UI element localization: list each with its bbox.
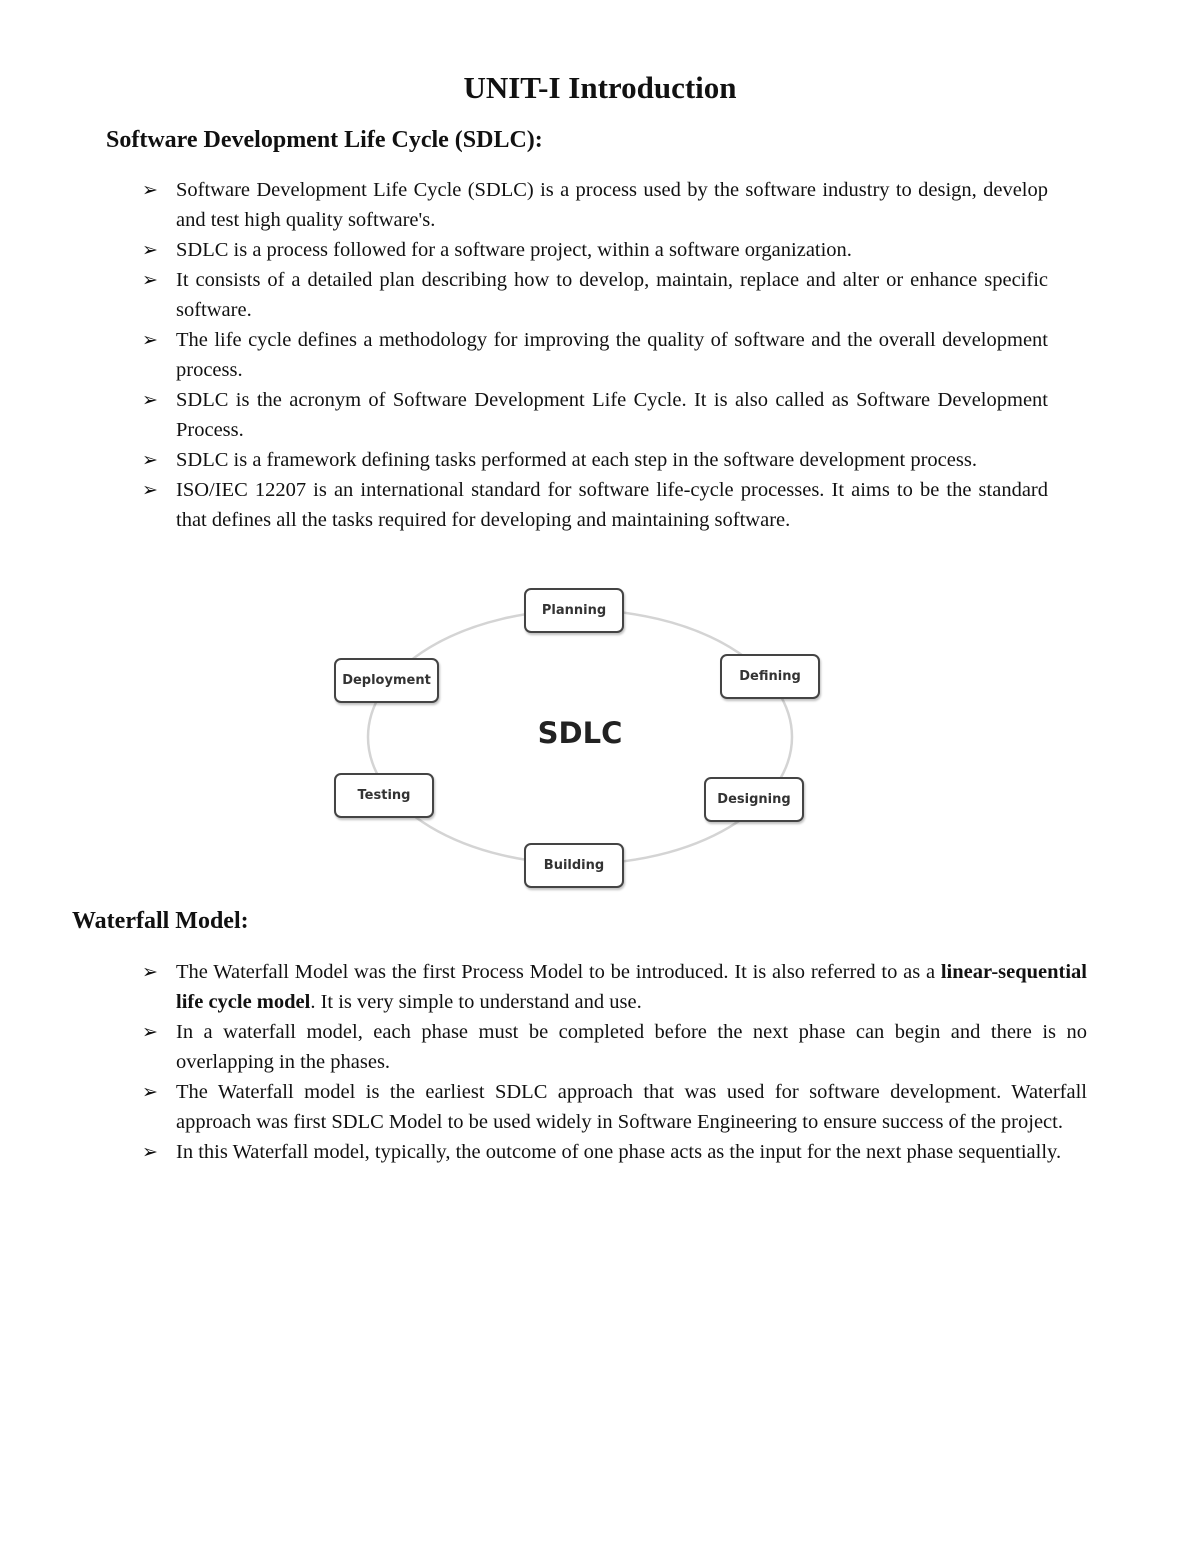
bullet-text: Software Development Life Cycle (SDLC) is a process used by the software industry to design, develop and test high quality software's.	[176, 179, 1048, 231]
list-item	[140, 265, 1048, 325]
bullet-text: SDLC is the acronym of Software Development Life Cycle. It is also called as Software Development Process.	[176, 389, 1048, 441]
bullet-text: In a waterfall model, each phase must be completed before the next phase can begin and there is no overlapping in the phases.	[176, 1021, 1087, 1073]
list-item	[140, 1017, 1087, 1077]
arrow-bullet-icon: ➢	[142, 1081, 158, 1103]
arrow-bullet-icon: ➢	[142, 1021, 158, 1043]
list-item	[140, 957, 1087, 1017]
phase-designing: Designing	[704, 777, 804, 822]
waterfall-bullet-list	[140, 957, 1087, 1167]
list-item	[140, 445, 1048, 475]
arrow-bullet-icon: ➢	[142, 479, 158, 501]
arrow-bullet-icon: ➢	[142, 239, 158, 261]
arrow-bullet-icon: ➢	[142, 1141, 158, 1163]
arrow-bullet-icon: ➢	[142, 329, 158, 351]
sdlc-heading: Software Development Life Cycle (SDLC):	[106, 127, 543, 153]
list-item	[140, 325, 1048, 385]
diagram-center-label: SDLC	[537, 716, 623, 750]
bullet-text-before: The Waterfall Model was the first Process Model to be introduced. It is also referred to as a	[176, 961, 941, 983]
bullet-text: In this Waterfall model, typically, the outcome of one phase acts as the input for the next phase sequentially.	[176, 1141, 1062, 1163]
arrow-bullet-icon: ➢	[142, 449, 158, 471]
list-item	[140, 1137, 1087, 1167]
arrow-bullet-icon: ➢	[142, 179, 158, 201]
arrow-bullet-icon: ➢	[142, 269, 158, 291]
bullet-text: SDLC is a framework defining tasks performed at each step in the software development process.	[176, 449, 977, 471]
phase-defining: Defining	[720, 654, 820, 699]
bullet-text: It consists of a detailed plan describing how to develop, maintain, replace and alter or enhance specific software.	[176, 269, 1048, 321]
arrow-bullet-icon: ➢	[142, 961, 158, 983]
bullet-text-after: . It is very simple to understand and use.	[310, 991, 642, 1013]
phase-deployment: Deployment	[334, 658, 439, 703]
list-item	[140, 175, 1048, 235]
list-item	[140, 235, 1048, 265]
arrow-bullet-icon: ➢	[142, 389, 158, 411]
list-item	[140, 1077, 1087, 1137]
bullet-text: ISO/IEC 12207 is an international standard for software life-cycle processes. It aims to be the standard that defines all the tasks required for developing and maintaining software.	[176, 479, 1048, 531]
bullet-text-bold: linear-sequential life cycle model	[176, 961, 1087, 1013]
phase-building: Building	[524, 843, 624, 888]
waterfall-heading: Waterfall Model:	[72, 908, 249, 934]
bullet-text: SDLC is a process followed for a software project, within a software organization.	[176, 239, 852, 261]
phase-testing: Testing	[334, 773, 434, 818]
sdlc-bullet-list	[140, 175, 1048, 535]
bullet-text: The Waterfall model is the earliest SDLC approach that was used for software development. Waterfall approach was first SDLC Model to be used widely in Software Engineering to ensure success of the project.	[176, 1081, 1087, 1133]
list-item	[140, 475, 1048, 535]
bullet-text: The life cycle defines a methodology for improving the quality of software and the overall development process.	[176, 329, 1048, 381]
sdlc-cycle-diagram	[320, 582, 840, 894]
phase-planning: Planning	[524, 588, 624, 633]
page-title: UNIT-I Introduction	[463, 70, 737, 105]
list-item	[140, 385, 1048, 445]
